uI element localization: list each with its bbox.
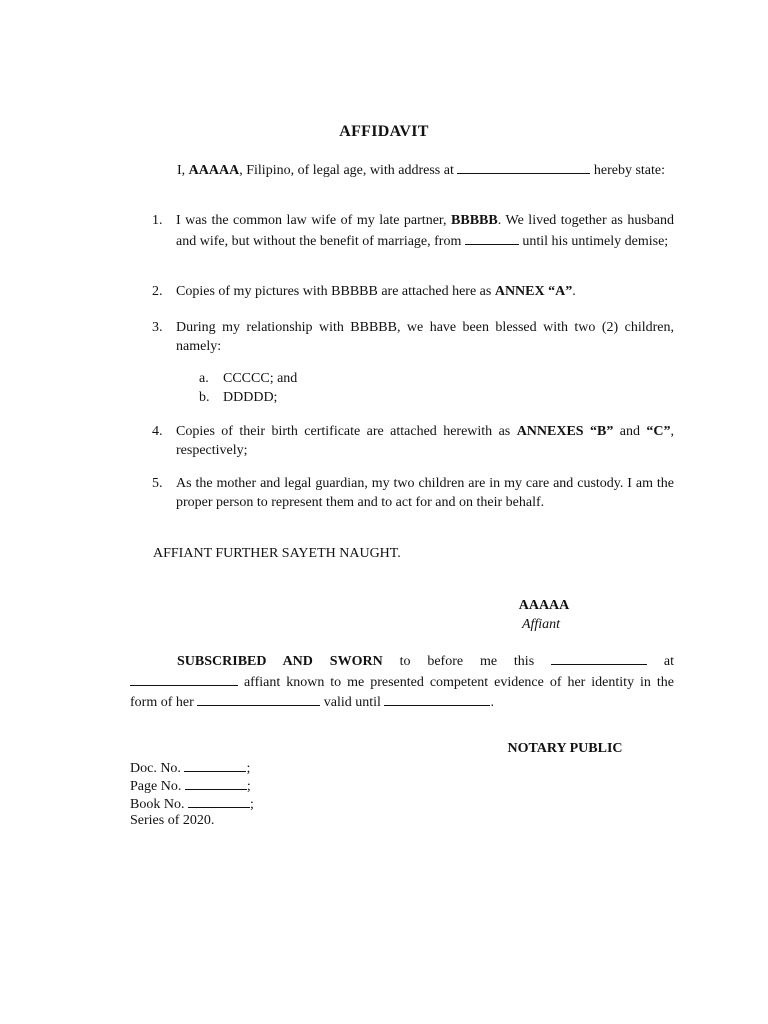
list-item-2 (152, 283, 674, 302)
item-number: 3. (152, 320, 163, 335)
item-text: As the mother and legal guardian, my two children are in my care and custody. I am the proper person to represent them and to act for and on their behalf. (176, 476, 674, 510)
jurat-bold: SUBSCRIBED AND SWORN (177, 654, 383, 669)
address-blank (457, 160, 590, 174)
valid-until-blank (384, 692, 490, 706)
item-text: Copies of my pictures with BBBBB are attached here as (176, 284, 492, 299)
doc-blank (184, 758, 246, 772)
child-item-b (199, 389, 499, 408)
annex-b-label: ANNEXES “B” (516, 424, 614, 439)
annex-c-label: “C” (646, 424, 671, 439)
doc-end: ; (246, 761, 251, 776)
child-letter: b. (199, 390, 210, 405)
date-blank (465, 231, 519, 245)
intro-text: hereby state: (593, 163, 665, 178)
list-item-1 (152, 212, 674, 251)
item-text: I was the common law wife of my late partner, (176, 213, 447, 228)
item-text: until his untimely demise; (522, 233, 669, 249)
item-text: and (619, 424, 640, 439)
doc-end: ; (249, 797, 254, 812)
annex-a-label: ANNEX “A” (494, 284, 573, 299)
doc-end: ; (246, 779, 251, 794)
item-text: . (572, 284, 576, 299)
item-text: , respectively; (176, 424, 675, 458)
child-letter: a. (199, 371, 209, 386)
item-number: 2. (152, 284, 163, 299)
affiant-name: AAAAA (188, 163, 240, 178)
child-item-a (199, 370, 499, 389)
place-blank (130, 672, 238, 686)
doc-blank (185, 776, 247, 790)
series-line: Series of 2020. (130, 813, 215, 828)
jurat-paragraph (130, 651, 674, 713)
doc-blank (188, 794, 250, 808)
intro-paragraph (130, 160, 674, 181)
further-sayeth: AFFIANT FURTHER SAYETH NAUGHT. (153, 546, 401, 561)
list-item-5 (152, 475, 674, 512)
item-number: 1. (152, 213, 163, 228)
intro-text: I, (177, 163, 186, 178)
item-number: 5. (152, 476, 163, 491)
affiant-signature-name: AAAAA (518, 598, 570, 613)
doc-label: Book No. (130, 797, 185, 812)
child-name: CCCCC; and (223, 371, 298, 386)
item-text: During my relationship with BBBBB, we have been blessed with two (2) children, namely: (176, 320, 674, 354)
jurat-text: to before me this (399, 654, 535, 669)
date-sworn-blank (551, 651, 647, 665)
intro-text: , Filipino, of legal age, with address at (239, 163, 454, 178)
notary-public: NOTARY PUBLIC (507, 741, 623, 756)
document-title: AFFIDAVIT (339, 123, 429, 140)
item-number: 4. (152, 424, 163, 439)
list-item-3 (152, 319, 674, 356)
jurat-text: . (490, 695, 494, 710)
jurat-text: at (663, 654, 675, 669)
partner-name: BBBBB (451, 213, 498, 228)
item-text: . We lived together as husband and wife, but without the benefit of marriage, from (176, 213, 675, 249)
child-name: DDDDD; (223, 390, 278, 405)
item-text: Copies of their birth certificate are attached herewith as (176, 424, 511, 439)
affiant-label: Affiant (521, 617, 561, 632)
doc-label: Page No. (130, 779, 182, 794)
doc-label: Doc. No. (130, 761, 181, 776)
jurat-text: valid until (323, 695, 381, 710)
list-item-4 (152, 423, 674, 460)
id-type-blank (197, 692, 320, 706)
jurat-text: affiant known to me presented competent evidence of her identity in the form of her (130, 674, 674, 710)
